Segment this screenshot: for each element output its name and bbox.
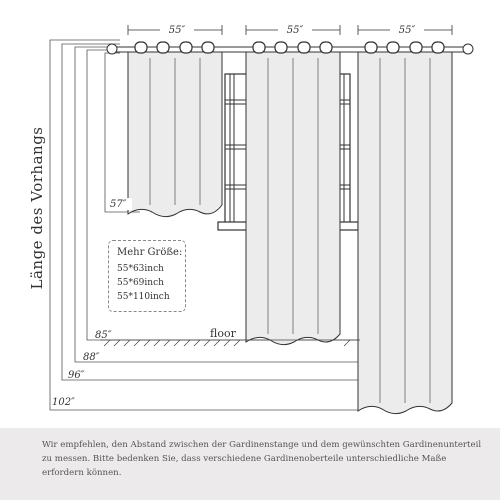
size-item: 55*69inch [117, 278, 164, 288]
length-label-102: 102″ [52, 397, 75, 408]
size-item: 55*110inch [117, 292, 170, 302]
width-label-3: 55″ [398, 25, 416, 36]
width-label-1: 55″ [168, 25, 186, 36]
floor-label: floor [210, 327, 236, 340]
more-sizes-header: Mehr Größe: [117, 247, 183, 258]
rod-finial-right [463, 44, 473, 54]
measurement-note: Wir empfehlen, den Abstand zwischen der Gardinenstange und dem gewünschten Gardinenunterteil zu messen. Bitte bedenken Sie, dass verschiedene Gardinenoberteile unterschiedliche Maße erfordern können. [0, 428, 500, 500]
length-label-88: 88″ [83, 352, 100, 363]
curtain-panel-3 [358, 42, 452, 414]
size-item: 55*63inch [117, 264, 164, 274]
width-label-2: 55″ [286, 25, 304, 36]
curtain-panel-2 [246, 42, 340, 345]
length-label-85: 85″ [95, 330, 112, 341]
curtain-panel-1 [128, 42, 222, 217]
curtain-length-title: Länge des Vorhangs [28, 126, 46, 290]
length-label-57: 57″ [110, 199, 127, 210]
length-label-96: 96″ [68, 370, 85, 381]
more-sizes-box [108, 240, 186, 312]
rod-finial-left [107, 44, 117, 54]
